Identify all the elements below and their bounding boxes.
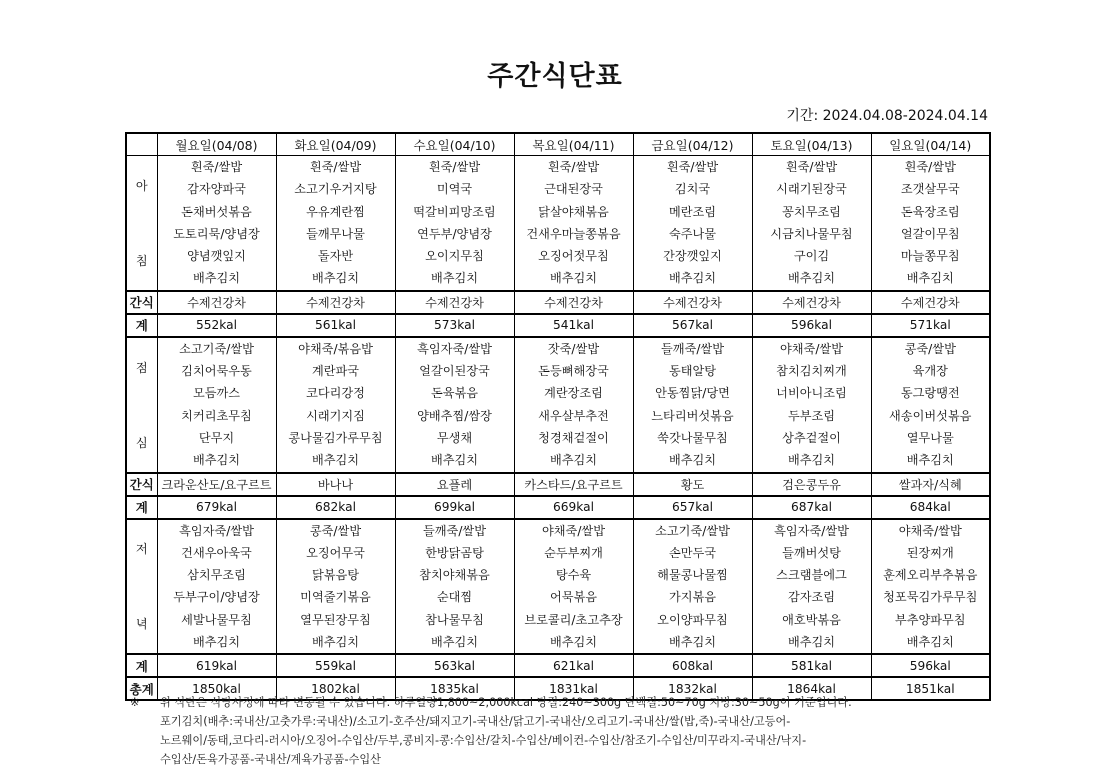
menu-item: 브로콜리/초고추장 (524, 612, 623, 627)
breakfast-menu-cell (752, 156, 871, 291)
menu-item: 해물콩나물찜 (657, 568, 728, 583)
menu-item: 배추김치 (430, 271, 479, 286)
menu-item: 배추김치 (430, 453, 479, 468)
dinner-menu-cell (871, 519, 990, 655)
menu-item: 배추김치 (787, 271, 836, 286)
kcal-total-cell: 1850kal (157, 677, 276, 700)
kcal-lunch-row (126, 496, 990, 519)
snack-pm-cell: 황도 (633, 473, 752, 496)
kcal-breakfast-row (126, 314, 990, 337)
menu-item: 배추김치 (430, 635, 479, 650)
kcal-total-label: 총계 (126, 677, 157, 700)
menu-item: 배추김치 (906, 635, 954, 650)
meal-label-char: 아 (135, 178, 148, 193)
day-header: 수요일(04/10) (395, 133, 514, 156)
snack-am-cell: 수제건강차 (157, 291, 276, 314)
menu-item: 들깨무나물 (306, 226, 365, 241)
menu-item: 양배추찜/쌈장 (417, 408, 492, 423)
menu-item: 흰죽/쌀밥 (904, 160, 956, 174)
menu-item: 배추김치 (787, 453, 836, 468)
menu-item: 배추김치 (192, 271, 241, 286)
snack-am-cell: 수제건강차 (871, 291, 990, 314)
notes (130, 693, 990, 769)
kcal-dinner-cell: 619kal (157, 654, 276, 677)
meal-label-char: 침 (135, 253, 148, 268)
menu-item: 건새우마늘쫑볶음 (526, 226, 621, 241)
header-row (126, 133, 990, 156)
menu-item: 닭살야채볶음 (538, 204, 609, 219)
meal-label-char: 녁 (135, 617, 148, 632)
menu-item: 떡갈비피망조림 (413, 204, 496, 219)
menu-item: 순대찜 (436, 590, 473, 605)
kcal-total-cell: 1864kal (752, 677, 871, 700)
corner-cell (126, 133, 157, 156)
menu-item: 상추겉절이 (782, 430, 841, 445)
period-label: 기간: 2024.04.08-2024.04.14 (786, 108, 988, 124)
menu-item: 소고기죽/쌀밥 (655, 523, 730, 538)
menu-item: 어묵볶음 (549, 590, 598, 605)
menu-item: 계란파국 (311, 364, 360, 379)
breakfast-menu-cell (514, 156, 633, 291)
menu-item: 근대된장국 (544, 182, 603, 197)
menu-item: 가지볶음 (668, 590, 717, 605)
snack-pm-row (126, 473, 990, 496)
menu-item: 야채죽/쌀밥 (542, 523, 605, 538)
day-header: 목요일(04/11) (514, 133, 633, 156)
menu-item: 두부구이/양념장 (173, 590, 260, 605)
menu-item: 오이양파무침 (657, 612, 728, 627)
menu-item: 닭볶음탕 (311, 568, 360, 583)
menu-item: 미역국 (436, 182, 473, 197)
menu-item: 김치국 (674, 182, 711, 197)
menu-item: 시래기된장국 (776, 182, 847, 197)
note-line: 노르웨이/동태,코다리-러시아/오징어-수입산/두부,콩비지-콩:수입산/갈치-수입산/베이컨-수입산/참조기-수입산/미꾸라지-국내산/낙지- (160, 734, 807, 747)
menu-item: 감자조림 (787, 590, 836, 605)
menu-item: 구이김 (793, 249, 830, 264)
menu-item: 돈육볶음 (430, 386, 479, 401)
menu-item: 배추김치 (549, 453, 598, 468)
kcal-lunch-cell: 699kal (395, 496, 514, 519)
menu-item: 돈등뼈해장국 (538, 364, 609, 379)
menu-item: 탕수육 (555, 568, 592, 583)
snack-am-cell: 수제건강차 (752, 291, 871, 314)
lunch-menu-cell (633, 337, 752, 473)
menu-item: 마늘쫑무침 (900, 249, 960, 264)
menu-item: 배추김치 (668, 635, 717, 650)
day-header: 금요일(04/12) (633, 133, 752, 156)
menu-item: 꽁치무조림 (782, 204, 841, 219)
dinner-menu-cell (276, 519, 395, 655)
menu-item: 야채죽/쌀밥 (898, 523, 962, 538)
menu-item: 오징어무국 (306, 545, 365, 560)
lunch-menu-cell (395, 337, 514, 473)
note-mark: ※ (130, 696, 140, 709)
menu-item: 단무지 (198, 430, 235, 445)
kcal-dinner-cell: 559kal (276, 654, 395, 677)
menu-item: 들깨버섯탕 (782, 545, 841, 560)
dinner-menu-cell (157, 519, 276, 655)
menu-item: 야채죽/쌀밥 (780, 341, 843, 356)
note-line: 수입산/돈육가공품-국내산/계육가공품-수입산 (160, 753, 381, 766)
menu-item: 훈제오리부추볶음 (883, 568, 978, 583)
snack-am-row (126, 291, 990, 314)
menu-item: 배추김치 (311, 453, 360, 468)
menu-item: 느타리버섯볶음 (651, 408, 734, 423)
menu-item: 계란장조림 (544, 386, 603, 401)
menu-item: 소고기죽/쌀밥 (179, 341, 254, 356)
kcal-dinner-row (126, 654, 990, 677)
menu-item: 코다리강정 (306, 386, 365, 401)
snack-pm-cell: 요플레 (395, 473, 514, 496)
menu-item: 배추김치 (906, 271, 954, 286)
menu-item: 배추김치 (311, 635, 360, 650)
menu-item: 돈채버섯볶음 (181, 204, 252, 219)
menu-item: 야채죽/볶음밥 (298, 341, 373, 356)
breakfast-menu-cell (276, 156, 395, 291)
kcal-total-cell: 1802kal (276, 677, 395, 700)
menu-item: 잣죽/쌀밥 (547, 341, 600, 356)
snack-pm-cell: 검은콩두유 (752, 473, 871, 496)
kcal-lunch-cell: 687kal (752, 496, 871, 519)
menu-item: 시금치나물무침 (770, 226, 853, 241)
menu-item: 오이지무침 (425, 249, 484, 264)
snack-pm-cell: 크라운산도/요구르트 (157, 473, 276, 496)
breakfast-label (126, 156, 157, 291)
menu-item: 배추김치 (906, 453, 954, 468)
menu-item: 청경채겉절이 (538, 430, 609, 445)
meal-label-char: 점 (135, 360, 148, 375)
menu-item: 참치김치찌개 (776, 364, 847, 379)
menu-item: 삼치무조림 (187, 568, 246, 583)
menu-item: 동태알탕 (668, 364, 717, 379)
menu-item: 열무나물 (906, 430, 954, 445)
lunch-menu-cell (514, 337, 633, 473)
menu-item: 배추김치 (549, 271, 598, 286)
menu-item: 우유계란찜 (306, 204, 365, 219)
dinner-label (126, 519, 157, 655)
menu-item: 숙주나물 (668, 226, 717, 241)
kcal-breakfast-cell: 573kal (395, 314, 514, 337)
menu-item: 배추김치 (668, 453, 717, 468)
menu-item: 배추김치 (311, 271, 360, 286)
lunch-menu-cell (276, 337, 395, 473)
snack-am-cell: 수제건강차 (514, 291, 633, 314)
menu-item: 배추김치 (668, 271, 717, 286)
menu-item: 메란조림 (668, 204, 717, 219)
kcal-breakfast-cell: 567kal (633, 314, 752, 337)
kcal-total-cell: 1831kal (514, 677, 633, 700)
breakfast-row (126, 156, 990, 291)
breakfast-menu-cell (395, 156, 514, 291)
kcal-lunch-cell: 669kal (514, 496, 633, 519)
menu-item: 안동찜닭/당면 (655, 386, 730, 401)
menu-item: 애호박볶음 (782, 612, 841, 627)
menu-item: 배추김치 (192, 453, 241, 468)
menu-item: 소고기우거지탕 (294, 182, 377, 197)
menu-item: 흑임자죽/쌀밥 (774, 523, 849, 538)
menu-item: 콩죽/쌀밥 (309, 523, 362, 538)
menu-item: 조갯살무국 (900, 182, 960, 197)
meal-label-char: 저 (135, 542, 148, 557)
menu-item: 흰죽/쌀밥 (547, 160, 600, 174)
menu-item: 도토리묵/양념장 (173, 226, 260, 241)
day-header: 화요일(04/09) (276, 133, 395, 156)
breakfast-menu-cell (633, 156, 752, 291)
menu-item: 흑임자죽/쌀밥 (179, 523, 254, 538)
dinner-row (126, 519, 990, 655)
menu-item: 들깨죽/쌀밥 (423, 523, 486, 538)
kcal-dinner-label: 계 (126, 654, 157, 677)
page-title: 주간식단표 (487, 61, 623, 92)
menu-item: 얼갈이무침 (900, 226, 960, 241)
day-header: 토요일(04/13) (752, 133, 871, 156)
menu-item: 너비아니조림 (776, 386, 847, 401)
kcal-breakfast-cell: 571kal (871, 314, 990, 337)
kcal-breakfast-cell: 541kal (514, 314, 633, 337)
lunch-menu-cell (752, 337, 871, 473)
snack-am-label: 간식 (126, 291, 157, 314)
menu-item: 청포묵김가루무침 (883, 590, 978, 605)
kcal-lunch-cell: 682kal (276, 496, 395, 519)
day-header: 일요일(04/14) (871, 133, 990, 156)
menu-item: 열무된장무침 (300, 612, 371, 627)
menu-item: 스크램블에그 (776, 568, 847, 583)
menu-item: 육개장 (912, 364, 948, 379)
menu-item: 동그랑땡전 (900, 386, 960, 401)
kcal-lunch-label: 계 (126, 496, 157, 519)
dinner-menu-cell (514, 519, 633, 655)
kcal-lunch-cell: 657kal (633, 496, 752, 519)
kcal-dinner-cell: 621kal (514, 654, 633, 677)
menu-item: 순두부찌개 (544, 545, 603, 560)
kcal-breakfast-cell: 596kal (752, 314, 871, 337)
snack-pm-cell: 쌀과자/식혜 (871, 473, 990, 496)
dinner-menu-cell (395, 519, 514, 655)
snack-am-cell: 수제건강차 (276, 291, 395, 314)
menu-item: 세발나물무침 (181, 612, 252, 627)
menu-item: 참치야채볶음 (419, 568, 490, 583)
menu-item: 흰죽/쌀밥 (190, 160, 243, 174)
menu-item: 시래기지짐 (306, 408, 365, 423)
menu-item: 흰죽/쌀밥 (785, 160, 838, 174)
menu-item: 배추김치 (192, 635, 241, 650)
lunch-menu-cell (157, 337, 276, 473)
dinner-menu-cell (752, 519, 871, 655)
menu-item: 들깨죽/쌀밥 (661, 341, 724, 356)
menu-item: 무생채 (436, 430, 473, 445)
note-line: 포기김치(배추:국내산/고춧가루:국내산)/소고기-호주산/돼지고기-국내산/닭고기-국내산/오리고기-국내산/쌀(밥,죽)-국내산/고등어- (160, 715, 791, 728)
menu-item: 오징어젓무침 (538, 249, 609, 264)
menu-item: 모듬까스 (192, 386, 241, 401)
snack-pm-cell: 바나나 (276, 473, 395, 496)
kcal-breakfast-label: 계 (126, 314, 157, 337)
menu-item: 감자양파국 (187, 182, 246, 197)
menu-item: 새우살부추전 (538, 408, 609, 423)
menu-item: 얼갈이된장국 (419, 364, 490, 379)
menu-item: 흰죽/쌀밥 (309, 160, 362, 174)
menu-item: 건새우아욱국 (181, 545, 252, 560)
breakfast-menu-cell (871, 156, 990, 291)
snack-am-cell: 수제건강차 (633, 291, 752, 314)
menu-item: 치커리초무침 (181, 408, 252, 423)
menu-item: 쑥갓나물무침 (657, 430, 728, 445)
snack-am-cell: 수제건강차 (395, 291, 514, 314)
menu-item: 새송이버섯볶음 (889, 408, 972, 423)
menu-item: 김치어묵우동 (181, 364, 252, 379)
menu-item: 흰죽/쌀밥 (428, 160, 481, 174)
kcal-dinner-cell: 581kal (752, 654, 871, 677)
kcal-dinner-cell: 563kal (395, 654, 514, 677)
menu-item: 돌자반 (317, 249, 354, 264)
menu-item: 간장깻잎지 (663, 249, 722, 264)
note-line: 위 식단은 식당사정에 따라 변동될 수 있습니다. 하루열량1,800~2,000kcal 당질:240~300g 단백질:50~70g 지방:30~50g이 기준입니다. (160, 696, 852, 709)
menu-item: 손만두국 (668, 545, 717, 560)
breakfast-menu-cell (157, 156, 276, 291)
menu-item: 배추김치 (787, 635, 836, 650)
menu-table (125, 132, 991, 701)
kcal-lunch-cell: 684kal (871, 496, 990, 519)
kcal-breakfast-cell: 552kal (157, 314, 276, 337)
menu-item: 배추김치 (549, 635, 598, 650)
menu-item: 콩죽/쌀밥 (904, 341, 956, 356)
lunch-row (126, 337, 990, 473)
menu-item: 흰죽/쌀밥 (666, 160, 719, 174)
kcal-dinner-cell: 608kal (633, 654, 752, 677)
lunch-menu-cell (871, 337, 990, 473)
dinner-menu-cell (633, 519, 752, 655)
menu-item: 미역줄기볶음 (300, 590, 371, 605)
meal-label-char: 심 (135, 435, 148, 450)
menu-item: 두부조림 (787, 408, 836, 423)
menu-item: 한방닭곰탕 (425, 545, 484, 560)
kcal-total-cell: 1832kal (633, 677, 752, 700)
snack-pm-label: 간식 (126, 473, 157, 496)
day-header: 월요일(04/08) (157, 133, 276, 156)
menu-item: 콩나물김가루무침 (288, 430, 383, 445)
menu-item: 흑임자죽/쌀밥 (417, 341, 492, 356)
menu-item: 부추양파무침 (894, 612, 966, 627)
kcal-total-cell: 1835kal (395, 677, 514, 700)
lunch-label (126, 337, 157, 473)
menu-item: 양념깻잎지 (187, 249, 246, 264)
menu-item: 돈육장조림 (900, 204, 960, 219)
menu-item: 연두부/양념장 (417, 226, 492, 241)
menu-item: 된장찌개 (906, 545, 954, 560)
snack-pm-cell: 카스타드/요구르트 (514, 473, 633, 496)
kcal-dinner-cell: 596kal (871, 654, 990, 677)
kcal-total-cell: 1851kal (871, 677, 990, 700)
kcal-lunch-cell: 679kal (157, 496, 276, 519)
kcal-breakfast-cell: 561kal (276, 314, 395, 337)
menu-item: 참나물무침 (425, 612, 484, 627)
